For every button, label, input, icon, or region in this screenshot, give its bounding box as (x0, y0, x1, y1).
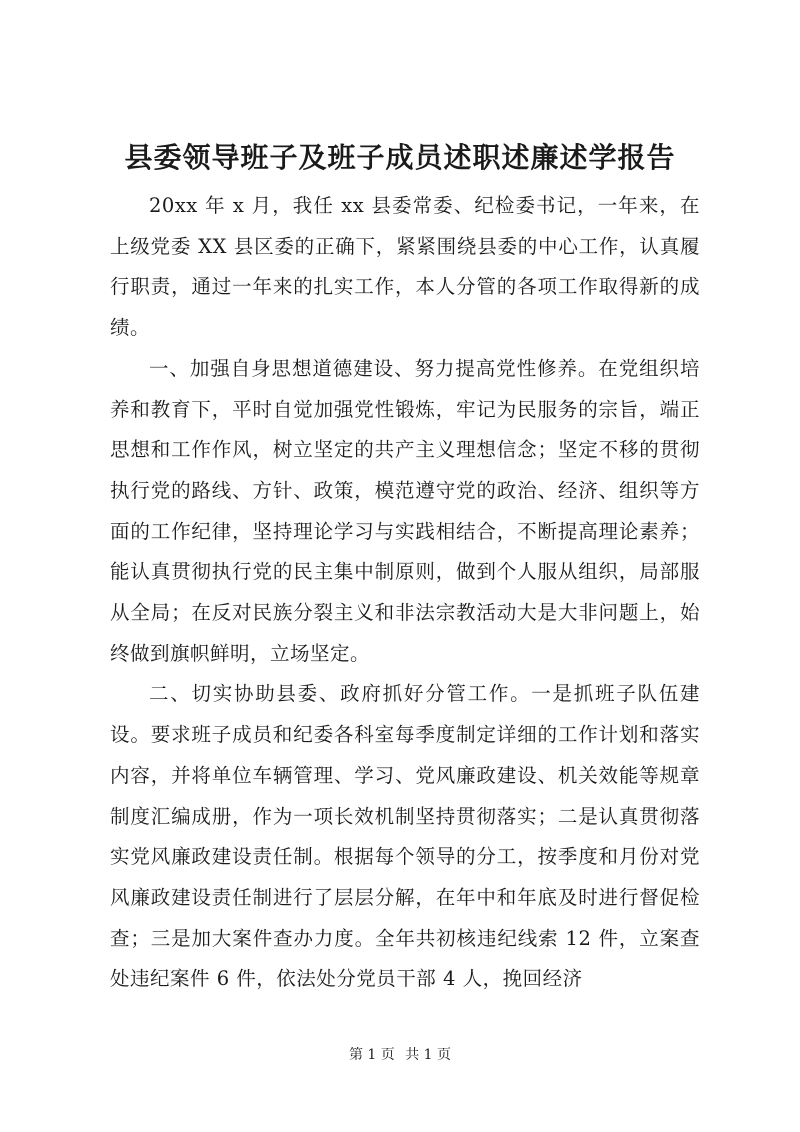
document-body (110, 186, 700, 1000)
page-total: 共 1 页 (405, 1047, 452, 1063)
page-footer (0, 1045, 800, 1065)
paragraph-section-one: 一、加强自身思想道德建设、努力提高党性修养。在党组织培养和教育下，平时自觉加强党性锻炼，牢记为民服务的宗旨，端正思想和工作作风，树立坚定的共产主义理想信念；坚定不移的贯彻执行党的路线、方针、政策，模范遵守党的政治、经济、组织等方面的工作纪律，坚持理论学习与实践相结合，不断提高理论素养；能认真贯彻执行党的民主集中制原则，做到个人服从组织，局部服从全局；在反对民族分裂主义和非法宗教活动大是大非问题上，始终做到旗帜鲜明，立场坚定。 (110, 356, 700, 665)
paragraph-section-two: 二、切实协助县委、政府抓好分管工作。一是抓班子队伍建设。要求班子成员和纪委各科室每季度制定详细的工作计划和落实内容，并将单位车辆管理、学习、党风廉政建设、机关效能等规章制度汇编成册，作为一项长效机制坚持贯彻落实；二是认真贯彻落实党风廉政建设责任制。根据每个领导的分工，按季度和月份对党风廉政建设责任制进行了层层分解，在年中和年底及时进行督促检查；三是加大案件查办力度。全年共初核违纪线索 12 件，立案查处违纪案件 6 件，依法处分党员干部 4 人，挽回经济 (110, 682, 700, 991)
page-number: 第 1 页 (348, 1047, 395, 1063)
document-title: 县委领导班子及班子成员述职述廉述学报告 (124, 141, 676, 174)
paragraph-intro: 20xx 年 x 月，我任 xx 县委常委、纪检委书记，一年来，在上级党委 XX 县区委的正确下，紧紧围绕县委的中心工作，认真履行职责，通过一年来的扎实工作，本人分管的各项工作取得新的成绩。 (110, 194, 700, 340)
